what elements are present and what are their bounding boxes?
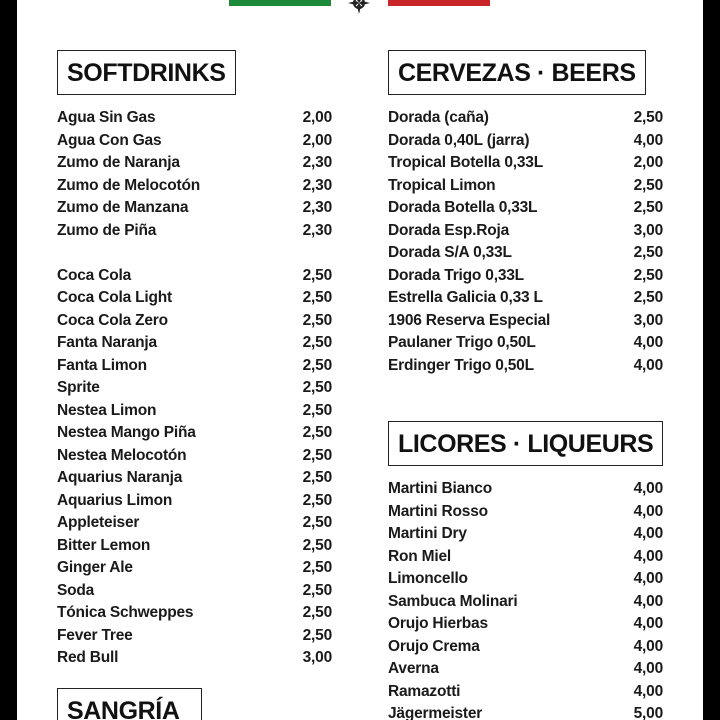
- menu-item-price: 2,50: [302, 626, 332, 644]
- flag-green-bar: [229, 0, 331, 6]
- menu-item-name: 1906 Reserva Especial: [388, 311, 551, 329]
- menu-item-name: Nestea Melocotón: [57, 446, 187, 464]
- menu-item-name: Estrella Galicia 0,33 L: [388, 289, 543, 306]
- menu-item-name: Nestea Limon: [57, 401, 157, 419]
- beers-list: [388, 107, 663, 377]
- menu-item-row: [388, 568, 663, 591]
- menu-item-name: Dorada Esp.Roja: [388, 221, 510, 239]
- menu-item-price: 2,00: [302, 131, 332, 149]
- menu-item-price: 2,50: [302, 424, 332, 441]
- menu-item-row: [388, 355, 663, 378]
- menu-item-price: 2,00: [633, 154, 663, 171]
- menu-item-row: [388, 242, 663, 265]
- menu-item-row: [57, 310, 332, 333]
- menu-item-name: Ramazotti: [388, 682, 461, 700]
- menu-item-price: 4,00: [633, 480, 663, 497]
- menu-item-price: 4,00: [633, 660, 663, 677]
- menu-item-price: 2,50: [633, 176, 663, 194]
- menu-item-row: [57, 422, 332, 445]
- menu-item-name: Coca Cola: [57, 266, 131, 284]
- menu-item-price: 2,50: [302, 311, 332, 329]
- menu-item-price: 2,50: [633, 109, 663, 126]
- softdrinks-list-2: [57, 265, 332, 670]
- menu-item-price: 2,50: [302, 604, 332, 621]
- menu-item-price: 2,50: [302, 559, 332, 576]
- sangria-heading: SANGRÍA: [57, 688, 202, 720]
- menu-item-name: Agua Con Gas: [57, 131, 162, 149]
- menu-item-price: 2,50: [633, 199, 663, 216]
- menu-item-price: 4,00: [633, 682, 663, 700]
- flag-red-bar: [388, 0, 490, 6]
- menu-item-name: Zumo de Melocotón: [57, 176, 200, 194]
- menu-item-name: Jägermeister: [388, 705, 483, 720]
- menu-item-row: [57, 467, 332, 490]
- menu-item-price: 2,50: [302, 289, 332, 306]
- menu-item-name: Coca Cola Light: [57, 289, 172, 306]
- menu-item-name: Dorada Trigo 0,33L: [388, 266, 524, 284]
- menu-item-price: 4,00: [633, 637, 663, 655]
- menu-page: [17, 0, 703, 720]
- menu-item-row: [57, 535, 332, 558]
- menu-item-name: Limoncello: [388, 570, 468, 587]
- menu-item-name: Agua Sin Gas: [57, 109, 156, 126]
- menu-item-price: 4,00: [633, 356, 663, 374]
- menu-item-name: Tónica Schweppes: [57, 604, 194, 621]
- menu-item-price: 4,00: [633, 570, 663, 587]
- menu-item-row: [57, 332, 332, 355]
- menu-item-price: 2,50: [633, 289, 663, 306]
- menu-item-name: Tropical Limon: [388, 176, 496, 194]
- menu-item-row: [388, 107, 663, 130]
- menu-item-row: [388, 501, 663, 524]
- menu-item-row: [388, 546, 663, 569]
- menu-item-name: Fever Tree: [57, 626, 133, 644]
- menu-item-row: [388, 220, 663, 243]
- menu-item-price: 2,30: [302, 154, 332, 171]
- menu-item-row: [57, 220, 332, 243]
- menu-item-row: [57, 152, 332, 175]
- menu-item-name: Ginger Ale: [57, 559, 133, 576]
- menu-item-row: [57, 512, 332, 535]
- menu-item-name: Appleteiser: [57, 514, 140, 531]
- menu-item-name: Dorada Botella 0,33L: [388, 199, 538, 216]
- menu-item-row: [388, 152, 663, 175]
- menu-item-row: [388, 591, 663, 614]
- menu-item-name: Erdinger Trigo 0,50L: [388, 356, 534, 374]
- menu-item-row: [388, 658, 663, 681]
- menu-item-row: [57, 355, 332, 378]
- menu-item-row: [388, 613, 663, 636]
- menu-item-price: 2,50: [302, 581, 332, 599]
- menu-item-row: [388, 130, 663, 153]
- menu-item-row: [388, 197, 663, 220]
- menu-item-name: Red Bull: [57, 649, 119, 666]
- menu-item-row: [57, 557, 332, 580]
- menu-item-price: 2,50: [302, 514, 332, 531]
- menu-item-row: [388, 175, 663, 198]
- menu-item-name: Dorada (caña): [388, 109, 489, 126]
- menu-item-name: Dorada 0,40L (jarra): [388, 131, 530, 149]
- menu-item-price: 2,50: [302, 379, 332, 396]
- menu-item-name: Averna: [388, 660, 439, 677]
- menu-item-row: [57, 647, 332, 670]
- menu-item-price: 2,50: [633, 244, 663, 261]
- menu-item-row: [57, 130, 332, 153]
- menu-item-name: Sambuca Molinari: [388, 592, 518, 610]
- menu-item-price: 4,00: [633, 502, 663, 520]
- menu-item-price: 2,50: [302, 469, 332, 486]
- menu-item-price: 2,50: [302, 446, 332, 464]
- menu-item-row: [57, 580, 332, 603]
- menu-item-row: [57, 445, 332, 468]
- menu-item-row: [388, 265, 663, 288]
- menu-item-name: Zumo de Naranja: [57, 154, 180, 171]
- menu-item-row: [388, 310, 663, 333]
- liqueurs-section: [388, 421, 663, 720]
- softdrinks-section: [57, 50, 332, 670]
- menu-item-price: 2,30: [302, 176, 332, 194]
- menu-item-name: Soda: [57, 581, 95, 599]
- menu-item-name: Aquarius Limon: [57, 491, 173, 509]
- menu-item-price: 4,00: [633, 615, 663, 632]
- menu-item-price: 4,00: [633, 592, 663, 610]
- menu-item-price: 2,50: [302, 356, 332, 374]
- menu-item-price: 2,50: [302, 266, 332, 284]
- softdrinks-list-1: [57, 107, 332, 242]
- menu-item-row: [57, 107, 332, 130]
- menu-item-row: [388, 703, 663, 720]
- menu-item-row: [388, 332, 663, 355]
- menu-item-name: Paulaner Trigo 0,50L: [388, 334, 536, 351]
- sangria-section: [57, 688, 202, 720]
- menu-item-name: Nestea Mango Piña: [57, 424, 196, 441]
- menu-item-row: [57, 625, 332, 648]
- menu-item-row: [57, 602, 332, 625]
- menu-item-row: [57, 490, 332, 513]
- menu-item-row: [57, 377, 332, 400]
- menu-item-name: Orujo Crema: [388, 637, 480, 655]
- menu-item-price: 4,00: [633, 334, 663, 351]
- menu-item-price: 4,00: [633, 131, 663, 149]
- menu-item-row: [388, 523, 663, 546]
- menu-item-price: 3,00: [302, 649, 332, 666]
- menu-item-price: 2,50: [302, 536, 332, 554]
- liqueurs-heading: LICORES · LIQUEURS: [388, 421, 663, 466]
- menu-item-row: [388, 287, 663, 310]
- softdrinks-heading: SOFTDRINKS: [57, 50, 236, 95]
- menu-item-name: Coca Cola Zero: [57, 311, 168, 329]
- menu-item-name: Ron Miel: [388, 547, 451, 565]
- menu-item-row: [388, 478, 663, 501]
- menu-item-row: [57, 265, 332, 288]
- menu-item-price: 4,00: [633, 547, 663, 565]
- menu-item-name: Orujo Hierbas: [388, 615, 488, 632]
- menu-item-price: 2,50: [302, 401, 332, 419]
- menu-item-name: Aquarius Naranja: [57, 469, 183, 486]
- menu-item-price: 2,50: [633, 266, 663, 284]
- menu-item-price: 3,00: [633, 221, 663, 239]
- menu-item-price: 2,50: [302, 334, 332, 351]
- menu-item-name: Martini Bianco: [388, 480, 492, 497]
- menu-item-row: [57, 400, 332, 423]
- menu-item-name: Tropical Botella 0,33L: [388, 154, 543, 171]
- beers-heading: CERVEZAS · BEERS: [388, 50, 646, 95]
- menu-item-price: 2,00: [302, 109, 332, 126]
- menu-item-price: 2,30: [302, 221, 332, 239]
- compass-emblem-icon: [348, 0, 370, 14]
- menu-item-price: 4,00: [633, 525, 663, 542]
- menu-item-price: 3,00: [633, 311, 663, 329]
- liqueurs-list: [388, 478, 663, 720]
- menu-item-price: 2,30: [302, 199, 332, 216]
- menu-item-name: Fanta Naranja: [57, 334, 157, 351]
- menu-item-row: [388, 636, 663, 659]
- menu-item-row: [388, 681, 663, 704]
- menu-item-name: Sprite: [57, 379, 100, 396]
- menu-item-price: 2,50: [302, 491, 332, 509]
- menu-item-name: Zumo de Manzana: [57, 199, 189, 216]
- menu-item-row: [57, 287, 332, 310]
- beers-section: [388, 50, 663, 720]
- menu-item-name: Martini Dry: [388, 525, 467, 542]
- menu-item-name: Dorada S/A 0,33L: [388, 244, 512, 261]
- menu-item-name: Martini Rosso: [388, 502, 488, 520]
- menu-item-price: 5,00: [633, 705, 663, 720]
- menu-item-name: Bitter Lemon: [57, 536, 151, 554]
- menu-item-name: Zumo de Piña: [57, 221, 157, 239]
- menu-item-name: Fanta Limon: [57, 356, 147, 374]
- menu-item-row: [57, 175, 332, 198]
- menu-item-row: [57, 197, 332, 220]
